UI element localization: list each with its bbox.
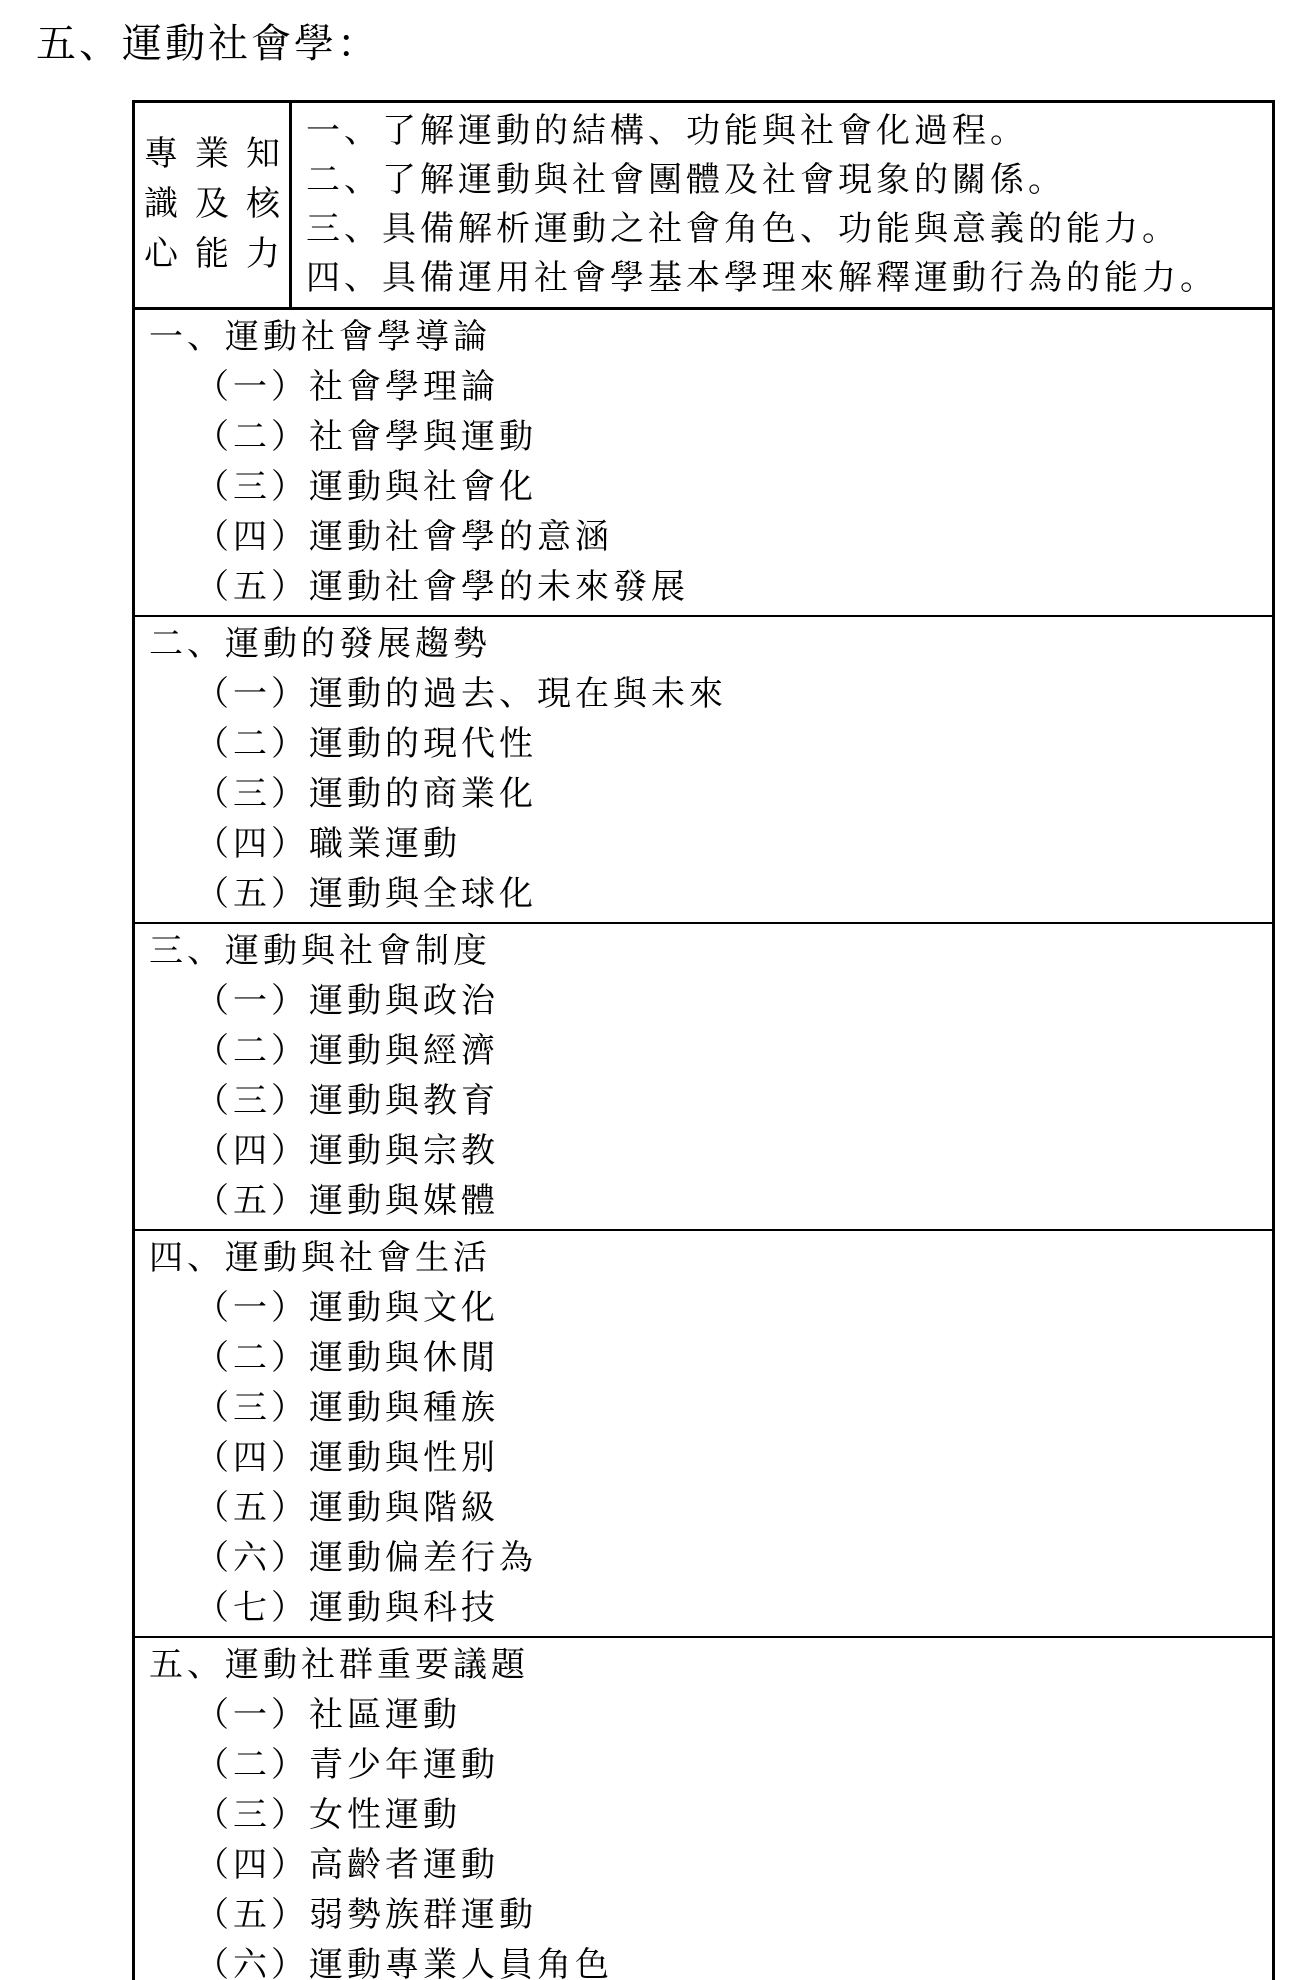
section-item: （五）運動與媒體 bbox=[195, 1183, 499, 1220]
section-item: （四）運動與性別 bbox=[195, 1440, 499, 1477]
page-title: 五、運動社會學： bbox=[36, 21, 380, 66]
section-items bbox=[135, 1284, 1272, 1634]
section-row bbox=[135, 1638, 1272, 1980]
section-item: （五）運動與全球化 bbox=[195, 876, 537, 913]
table-sections bbox=[135, 310, 1272, 1980]
section-item: （六）運動專業人員角色 bbox=[195, 1947, 613, 1980]
section-item: （三）女性運動 bbox=[195, 1797, 461, 1834]
section-heading: 一、運動社會學導論 bbox=[149, 319, 491, 356]
section-item: （二）青少年運動 bbox=[195, 1747, 499, 1784]
section-item: （五）弱勢族群運動 bbox=[195, 1897, 537, 1934]
competency-label-line: 專業知 bbox=[144, 136, 297, 173]
section-heading: 五、運動社群重要議題 bbox=[149, 1647, 529, 1684]
section-heading: 三、運動與社會制度 bbox=[149, 933, 491, 970]
section-items bbox=[135, 1691, 1272, 1980]
section-row bbox=[135, 1231, 1272, 1638]
section-item: （一）運動與文化 bbox=[195, 1290, 499, 1327]
competency-item: 一、了解運動的結構、功能與社會化過程。 bbox=[306, 113, 1028, 150]
section-item: （五）運動與階級 bbox=[195, 1490, 499, 1527]
competency-header-row bbox=[135, 103, 1272, 310]
section-row bbox=[135, 924, 1272, 1231]
section-item: （三）運動與教育 bbox=[195, 1083, 499, 1120]
competency-label-line: 心能力 bbox=[144, 236, 297, 273]
section-item: （四）高齡者運動 bbox=[195, 1847, 499, 1884]
section-heading: 四、運動與社會生活 bbox=[149, 1240, 491, 1277]
section-item: （五）運動社會學的未來發展 bbox=[195, 569, 689, 606]
section-item: （一）運動與政治 bbox=[195, 983, 499, 1020]
section-item: （四）職業運動 bbox=[195, 826, 461, 863]
section-item: （二）運動與休閒 bbox=[195, 1340, 499, 1377]
section-item: （二）運動與經濟 bbox=[195, 1033, 499, 1070]
section-item: （三）運動的商業化 bbox=[195, 776, 537, 813]
competency-item: 二、了解運動與社會團體及社會現象的關係。 bbox=[306, 162, 1066, 199]
section-items bbox=[135, 670, 1272, 920]
competency-item: 三、具備解析運動之社會角色、功能與意義的能力。 bbox=[306, 211, 1180, 248]
section-item: （三）運動與社會化 bbox=[195, 469, 537, 506]
competency-item: 四、具備運用社會學基本學理來解釋運動行為的能力。 bbox=[306, 260, 1218, 297]
section-item: （二）社會學與運動 bbox=[195, 419, 537, 456]
section-item: （三）運動與種族 bbox=[195, 1390, 499, 1427]
section-item: （七）運動與科技 bbox=[195, 1590, 499, 1627]
section-row bbox=[135, 310, 1272, 617]
section-items bbox=[135, 363, 1272, 613]
competency-list-cell bbox=[292, 103, 1272, 307]
section-item: （一）社會學理論 bbox=[195, 369, 499, 406]
section-item: （一）社區運動 bbox=[195, 1697, 461, 1734]
syllabus-table bbox=[132, 100, 1275, 1980]
competency-label-cell bbox=[135, 103, 297, 307]
section-item: （四）運動與宗教 bbox=[195, 1133, 499, 1170]
section-heading: 二、運動的發展趨勢 bbox=[149, 626, 491, 663]
section-item: （四）運動社會學的意涵 bbox=[195, 519, 613, 556]
section-item: （六）運動偏差行為 bbox=[195, 1540, 537, 1577]
competency-label-line: 識及核 bbox=[144, 186, 297, 223]
section-items bbox=[135, 977, 1272, 1227]
section-item: （二）運動的現代性 bbox=[195, 726, 537, 763]
section-item: （一）運動的過去、現在與未來 bbox=[195, 676, 727, 713]
section-row bbox=[135, 617, 1272, 924]
